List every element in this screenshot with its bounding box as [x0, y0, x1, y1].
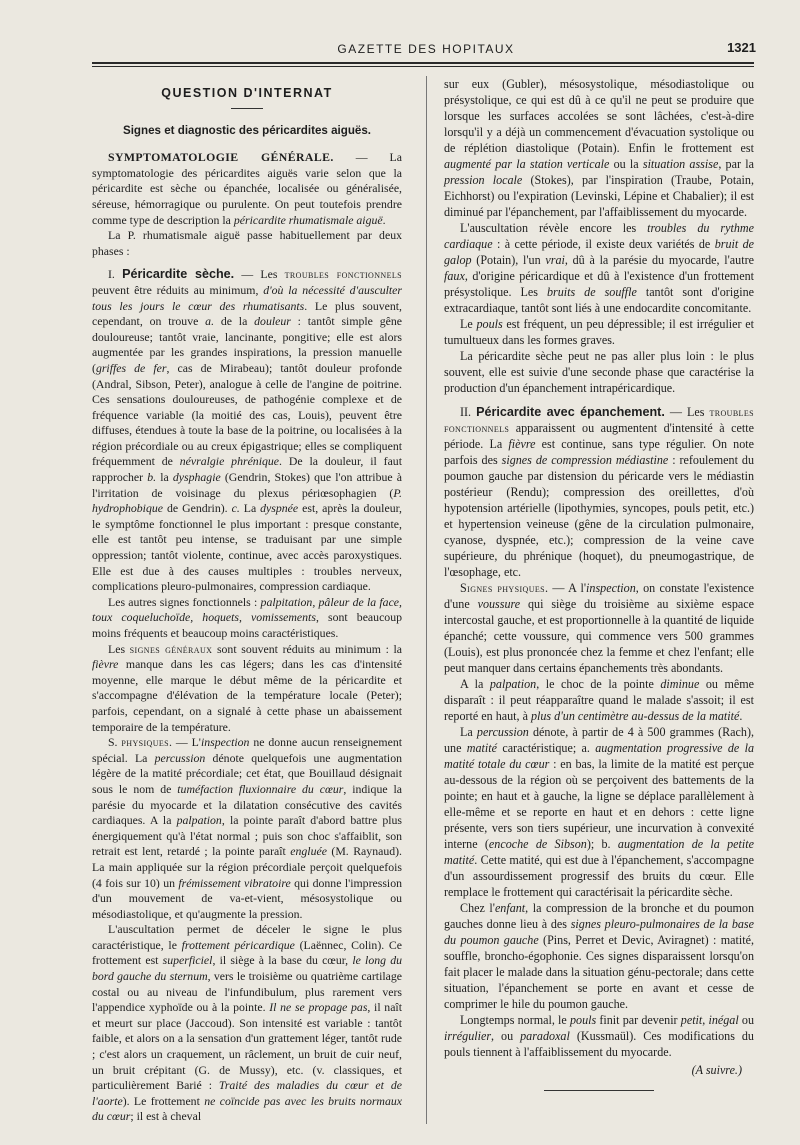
- paragraph-child: Chez l'enfant, la compression de la bronche et du poumon gauches donne lieu à des signes pleuro-pulmonaires de la base du poumon gauche (Pins, Perret et Devic, Aviragnet) : matité, souffle, broncho-égophonie. Ces signes disparaissent lorsqu'on fait placer le malade dans la situation génu-pectorale; dans cette situation, l'épanchement se porte en avant et cesse de comprimer le hile du poumon gauche.: [444, 901, 754, 1011]
- paragraph-two-phases: La P. rhumatismale aiguë passe habituellement par deux phases :: [92, 228, 402, 258]
- right-column: [444, 76, 754, 1091]
- column-divider: [426, 76, 427, 1124]
- paragraph-general-signs: Les signes généraux sont souvent réduits au minimum : la fièvre manque dans les cas légers; dans les cas d'intensité moyenne, elle marque le début même de la péricardite et s'accompagne d'élévation de la température locale (Peter); parfois, cependant, on a signalé à cette phase un abaissement temporaire de la température.: [92, 641, 403, 734]
- paragraph-percussion: La percussion dénote, à partir de 4 à 500 grammes (Rach), une matité caractéristique; a. augmentation progressive de la matité totale du cœur : en bas, la limite de la matité est perçue au-dessous de la région où se perçoivent des battements de la pointe; en haut et à gauche, la ligne se déplace parallèlement à elle-même et se reporte en haut et en dehors : cette ligne présente, vers son tiers supérieur, une incurvation à convexité interne (encoche de Sibson); b. augmentation de la petite matité. Cette matité, qui est due à l'épanchement, s'accompagne d'un assourdissement progressif des bruits du cœur. Elle remplace le frottement qui caractérisait la péricardite sèche.: [444, 725, 754, 899]
- paragraph-other-signs: Les autres signes fonctionnels : palpitation, pâleur de la face, toux coqueluchoïde, hoquets, vomissements, sont beaucoup moins fréquents et beaucoup moins caractéristiques.: [92, 594, 402, 640]
- header-rule-top: [92, 62, 754, 64]
- article-subheading: Signes et diagnostic des péricardites aiguës.: [122, 123, 372, 137]
- paragraph-dry-pericarditis: I. Péricardite sèche. — Les troubles fonctionnels peuvent être réduits au minimum, d'où la nécessité d'ausculter tous les jours le cœur des rhumatisants. Le plus souvent, cependant, on trouve a. de la douleur : tantôt simple gêne douloureuse; tantôt vraie, lancinante, pongitive; elle est alors augmentée par les grandes inspirations, la pression manuelle (griffes de fer, cas de Mirabeau); tantôt douleur profonde (Andral, Sibson, Peter), analogue à celle de l'angine de poitrine. Ces sensations douloureuses, de pathogénie complexe et de fréquence variable (la moitié des cas, Louis), peuvent être diffuses, étendues à toute la base de la poitrine, ou localisées à la région précordiale ou au creux épigastrique; elles se compliquent fréquemment de névralgie phrénique. De la douleur, il faut rapprocher b. la dysphagie (Gendrin, Stokes) que l'on attribue à l'irritation de voisinage du plexus périœsophagien (P. hydrophobique de Gendrin). c. La dyspnée est, après la douleur, le symptôme fonctionnel le plus important : presque constante, elle est tantôt peu intense, se traduisant par une simple oppression; tantôt violente, continue, avec accès paroxystiques. Elle est due à des causes multiples : troubles nerveux, complications pleuro-pulmonaires, compression cardiaque.: [92, 267, 403, 594]
- paragraph-effusion-pericarditis: II. Péricardite avec épanchement. — Les troubles fonctionnels apparaissent ou augmentent d'intensité à cette période. La fièvre est continue, sans type régulier. On note parfois des signes de compression médiastine : refoulement du poumon gauche par distension du péricarde vers le médiastin postérieur (Rendu); compression des oreillettes, d'où hypotension artérielle (lipothymies, syncopes, pouls petit, etc.) et hypertension veineuse (gêne de la circulation pulmonaire, cyanose, dyspnée, etc.); compression de la veine cave supérieure, du phrénique (hoquet), du pneumogastrique, de l'œsophage, etc.: [444, 405, 754, 579]
- paragraph-rhythm-troubles: L'auscultation révèle encore les troubles du rythme cardiaque : à cette période, il existe deux variétés de bruit de galop (Potain), l'un vrai, dû à la parésie du myocarde, l'autre faux, d'origine péricardique et dû à l'existence d'un frottement présystolique. Les bruits de souffle tantôt sont d'origine extracardiaque, tantôt sont liés à une endocardite concomitante.: [444, 221, 755, 315]
- paragraph-inspection: Signes physiques. — A l'inspection, on constate l'existence d'une voussure qui siège du troisième au sixième espace intercostal gauche, et est proportionnelle à la quantité de liquide épanché; cette voussure, qui commence vers 500 grammes (Louis), est plus prononcée chez la femme et chez l'enfant; elle peut manquer dans certains épanchements très abondants.: [444, 581, 755, 675]
- article-heading: QUESTION D'INTERNAT: [161, 86, 333, 100]
- paragraph-auscultation: L'auscultation permet de déceler le signe le plus caractéristique, le frottement péricardique (Laënnec, Colin). Ce frottement est superficiel, il siège à la base du cœur, le long du bord gauche du sternum, vers le troisième ou quatrième cartilage costal ou au niveau de l'infundibulum, plus rarement vers l'appendice xyphoïde ou à la pointe. Il ne se propage pas, il naît et meurt sur place (Jaccoud). Son intensité est variable : tantôt faible, et alors on a la sensation d'un grattement léger, tantôt rude ; c'est alors un craquement, un râclement, un bruit de cuir neuf, un bruit crépitant (G. de Mussy), etc. (v. classiques, et particulièrement Barié : Traité des maladies du cœur et de l'aorte). Le frottement ne coïncide pas avec les bruits normaux du cœur; il est à cheval: [92, 922, 403, 1124]
- paragraph-physical-signs: S. physiques. — L'inspection ne donne aucun renseignement spécial. La percussion dénote quelquefois une augmentation légère de la matité précordiale; cet état, que Bouillaud désignait sous le nom de tuméfaction fluxionnaire du cœur, indique la parésie du myocarde et la dilatation consécutive des cavités cardiaques. A la palpation, la pointe paraît d'abord battre plus énergiquement qu'à l'état normal ; puis son choc s'affaiblit, son retrait est lent, retardé ; la pointe paraît engluée (M. Raynaud). La main appliquée sur la région précordiale perçoit quelquefois (4 fois sur 10) un frémissement vibratoire qui donne l'impression d'un mouvement de va-et-vient, mésosystolique ou mésodiastolique, et qu'augmente la pression.: [92, 735, 403, 921]
- paragraph-pulse-changes: Longtemps normal, le pouls finit par devenir petit, inégal ou irrégulier, ou paradoxal (Kussmaül). Ces modifications du pouls tiennent à l'affaiblissement du myocarde.: [444, 1013, 754, 1059]
- paragraph-pulse: Le pouls est fréquent, un peu dépressible; il est irrégulier et tumultueux dans les formes graves.: [444, 317, 754, 347]
- heading-rule: [231, 108, 263, 109]
- end-rule: [544, 1090, 654, 1091]
- running-head: [96, 38, 756, 60]
- left-column: [92, 76, 402, 1125]
- paragraph-palpation: A la palpation, le choc de la pointe diminue ou même disparaît : il peut réapparaître quand le malade s'assoit; il est reporté en haut, à plus d'un centimètre au-dessus de la matité.: [444, 677, 755, 723]
- to-be-continued: (A suivre.): [691, 1063, 742, 1077]
- paragraph-friction-continued: sur eux (Gubler), mésosystolique, mésodiastolique ou présystolique, ce qui est dû à ce qu'il ne peut se produire que lorsque les surfaces accolées se sont lâchées, c'est-à-dire lorsqu'il y a déjà un commencement d'évacuation systolique ou de réplétion diastolique (Potain). Enfin le frottement est augmenté par la station verticale ou la situation assise, par la pression locale (Stokes), par l'inspiration (Traube, Potain, Eichhorst) ou l'expiration (Levinski, Lépine et Chabalier); il est diminué par l'épanchement, par l'affaiblissement du myocarde.: [444, 77, 754, 219]
- page-number: 1321: [727, 40, 756, 55]
- paragraph-second-phase: La péricardite sèche peut ne pas aller plus loin : le plus souvent, elle est suivie d'une seconde phase que caractérise la production d'un épanchement intrapéricardique.: [444, 349, 754, 395]
- journal-title: GAZETTE DES HOPITAUX: [337, 42, 515, 56]
- header-rule-bottom: [92, 66, 754, 67]
- paragraph-general-symptoms: SYMPTOMATOLOGIE GÉNÉRALE. — La symptomatologie des péricardites aiguës varie selon que la péricardite est sèche ou épanchée, localisée ou généralisée, séreuse, hémorragique ou purulente. On peut toutefois prendre comme type de description la péricardite rhumatismale aiguë.: [92, 150, 402, 227]
